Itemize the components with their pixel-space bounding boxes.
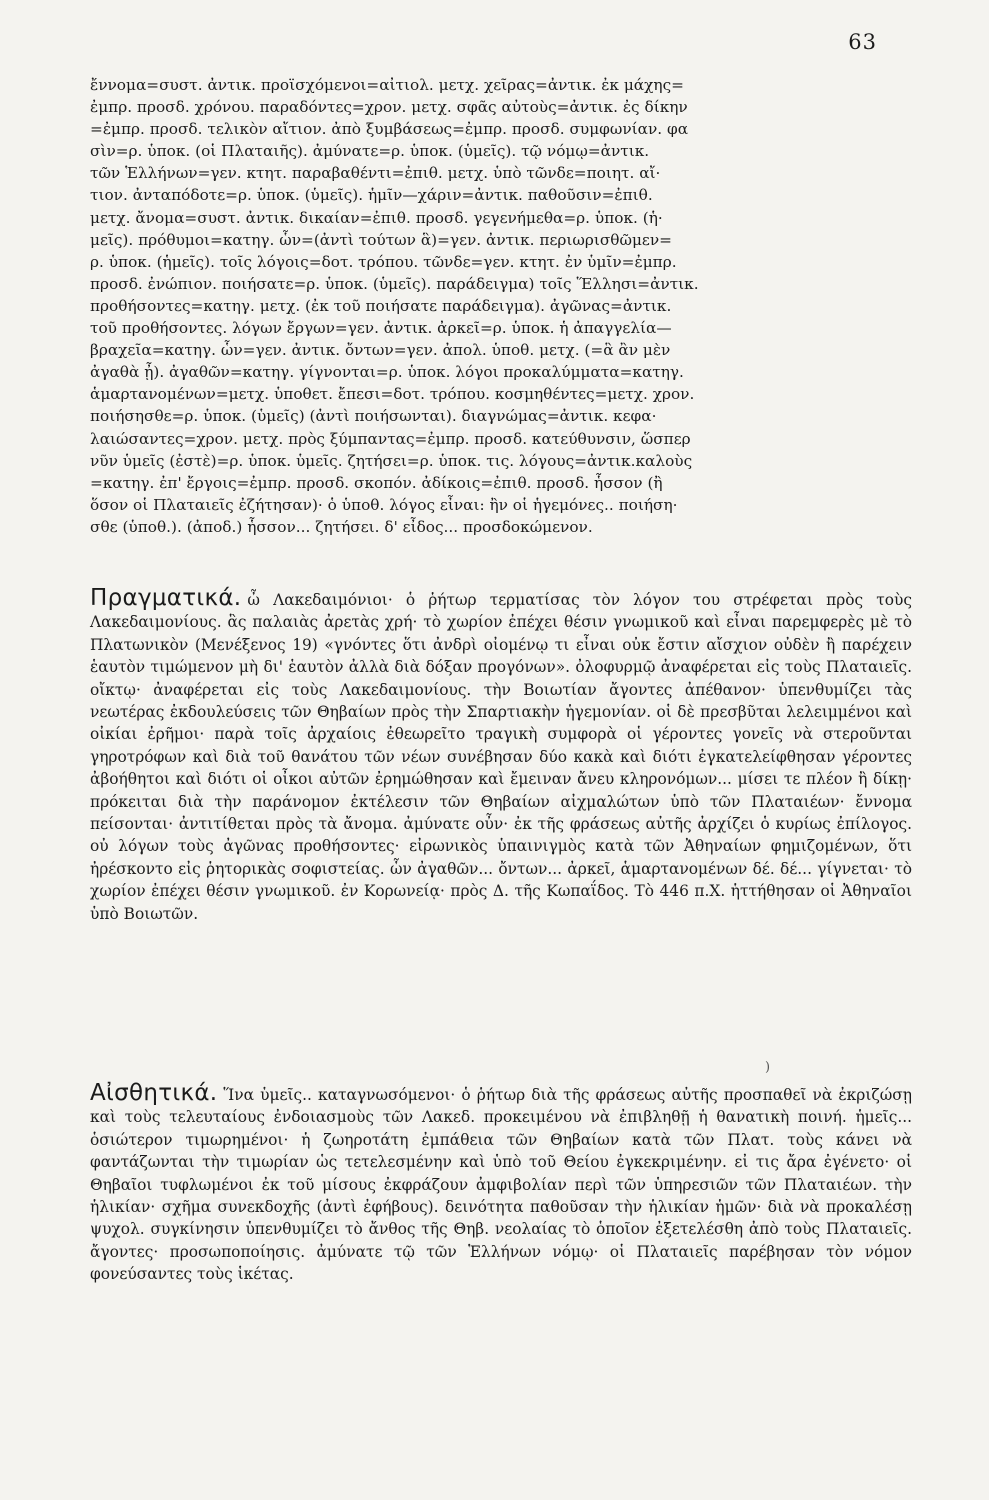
section-paragraph [90,587,912,925]
section-text: Ἵνα ὑμεῖς.. καταγνωσόμενοι· ὁ ῥήτωρ διὰ τῆς φράσεως αὐτῆς προσπαθεῖ νὰ ἐκριζώσῃ καὶ τοὺς τελευταίους ἐνδοιασμοὺς τῶν Λακεδ. προκειμένου νὰ ἐπιβληθῇ ἡ θανατικὴ ποινή. ἡμεῖς... ὁσιώτερον τιμωρημένοι· ἡ ζωηροτάτη ἐμπάθεια τῶν Θηβαίων κατὰ τῶν Πλατ. τοὺς κάνει νὰ φαντάζωνται τὴν τιμωρίαν ὡς τετελεσμένην καὶ ὑπὸ τοῦ Θείου ἐγκεκριμένην. εἰ τις ἄρα ἐγένετο· οἱ Θηβαῖοι τυφλωμένοι ἐκ τοῦ μίσους ἐκφράζουν ἀμφιβολίαν περὶ τῶν ὑπηρεσιῶν τῶν Πλαταιέων. τὴν ἡλικίαν· σχῆμα συνεκδοχῆς (ἀντὶ ἐφήβους). δεινότητα παθοῦσαν τὴν ἡλικίαν ἡμῶν· διὰ νὰ προκαλέσῃ ψυχολ. συγκίνησιν ὑπενθυμίζει τὸ ἄνθος τῆς Θηβ. νεολαίας τὸ ὁποῖον ἐξετελέσθη ἀπὸ τοὺς Πλαταιεῖς. ἄγοντες· προσωποποίησις. ἀμύνατε τῷ τῶν Ἑλλήνων νόμῳ· οἱ Πλαταιεῖς παρέβησαν τὸν νόμον φονεύσαντες τοὺς ἱκέτας. [90,1086,912,1284]
notes-line: σὶν=ρ. ὑποκ. (οἱ Πλαταιῆς). ἀμύνατε=ρ. ὑποκ. (ὑμεῖς). τῷ νόμῳ=ἀντικ. [90,142,650,161]
notes-line: προσδ. ἐνώπιον. ποιήσατε=ρ. ὑποκ. (ὑμεῖς). παράδειγμα) τοῖς Ἕλλησι=ἀντικ. [90,274,699,293]
section-heading: Πραγματικά. [90,585,242,611]
stray-mark: ) [765,1060,771,1075]
grammar-notes [90,74,912,538]
notes-line: ἔννομα=συστ. ἀντικ. προϊσχόμενοι=αἰτιολ. μετχ. χεῖρας=ἀντικ. ἐκ μάχης= [90,76,684,94]
notes-line: =ἐμπρ. προσδ. τελικὸν αἴτιον. ἀπὸ ξυμβάσεως=ἐμπρ. προσδ. συμφωνίαν. φα [90,120,689,139]
notes-line: μετχ. ἄνομα=συστ. ἀντικ. δικαίαν=ἐπιθ. προσδ. γεγενήμεθα=ρ. ὑποκ. (ἡ· [90,208,663,227]
notes-line: νῦν ὑμεῖς (ἐστὲ)=ρ. ὑποκ. ὑμεῖς. ζητήσει=ρ. ὑποκ. τις. λόγους=ἀντικ.καλοὺς [90,451,693,470]
notes-line: ρ. ὑποκ. (ἡμεῖς). τοῖς λόγοις=δοτ. τρόπου. τῶνδε=γεν. κτητ. ἐν ὑμῖν=ἐμπρ. [90,252,677,271]
section-paragraph [90,1082,912,1286]
notes-line: λαιώσαντες=χρον. μετχ. πρὸς ξύμπαντας=ἐμπρ. προσδ. κατεύθυνσιν, ὥσπερ [90,429,691,448]
notes-line: προθήσοντες=κατηγ. μετχ. (ἐκ τοῦ ποιήσατε παράδειγμα). ἀγῶνας=ἀντικ. [90,296,672,315]
section-pragmatika [90,587,912,925]
notes-line: ὅσον οἱ Πλαταιεῖς ἐζήτησαν)· ὁ ὑποθ. λόγος εἶναι: ἢν οἱ ἡγεμόνες.. ποιήση· [90,495,678,514]
notes-line: ἀγαθὰ ᾖ). ἀγαθῶν=κατηγ. γίγνονται=ρ. ὑποκ. λόγοι προκαλύμματα=κατηγ. [90,363,684,382]
section-heading: Αἰσθητικά. [90,1080,218,1106]
notes-line: τοῦ προθήσοντες. λόγων ἔργων=γεν. ἀντικ. ἀρκεῖ=ρ. ὑποκ. ἡ ἀπαγγελία— [90,319,672,338]
notes-line: σθε (ὑποθ.). (ἀποδ.) ἧσσον... ζητήσει. δ' εἶδος... προσδοκώμενον. [90,517,593,536]
notes-line: βραχεῖα=κατηγ. ὧν=γεν. ἀντικ. ὄντων=γεν. ἀπολ. ὑποθ. μετχ. (=ἃ ἂν μὲν [90,341,671,360]
section-aisthetika [90,1082,912,1286]
notes-line: τιον. ἀνταπόδοτε=ρ. ὑποκ. (ὑμεῖς). ἡμῖν—χάριν=ἀντικ. παθοῦσιν=ἐπιθ. [90,186,653,205]
page-number: 63 [848,30,877,54]
notes-line: μεῖς). πρόθυμοι=κατηγ. ὧν=(ἀντὶ τούτων ἃ)=γεν. ἀντικ. περιωρισθῶμεν= [90,230,672,249]
notes-line: τῶν Ἑλλήνων=γεν. κτητ. παραβαθέντι=ἐπιθ. μετχ. ὑπὸ τῶνδε=ποιητ. αἴ· [90,164,661,183]
notes-line: ἐμπρ. προσδ. χρόνου. παραδόντες=χρον. μετχ. σφᾶς αὐτοὺς=ἀντικ. ἐς δίκην [90,98,688,117]
notes-line: ἁμαρτανομένων=μετχ. ὑποθετ. ἔπεσι=δοτ. τρόπου. κοσμηθέντες=μετχ. χρον. [90,385,695,404]
notes-line: ποιήσησθε=ρ. ὑποκ. (ὑμεῖς) (ἀντὶ ποιήσωνται). διαγνώμας=ἀντικ. κεφα· [90,407,657,426]
section-text: ὦ Λακεδαιμόνιοι· ὁ ῥήτωρ τερματίσας τὸν λόγον του στρέφεται πρὸς τοὺς Λακεδαιμονίους. ἃς παλαιὰς ἀρετὰς χρή· τὸ χωρίον ἐπέχει θέσιν γνωμικοῦ καὶ εἶναι παρεμφερὲς μὲ τὸ Πλατωνικὸν (Μενέξενος 19) «γνόντες ὅτι ἀνδρὶ οἰομένῳ τι εἶναι οὐκ ἔστιν αἴσχιον οὐδὲν ἢ παρέχειν ἑαυτὸν τιμώμενον μὴ δι' ἑαυτὸν ἀλλὰ διὰ δόξαν προγόνων». ὀλοφυρμῷ ἀναφέρεται εἰς τοὺς Πλαταιεῖς. οἴκτῳ· ἀναφέρεται εἰς τοὺς Λακεδαιμονίους. τὴν Βοιωτίαν ἄγοντες ἀπέθανον· ὑπενθυμίζει τὰς νεωτέρας ἐκδουλεύσεις τῶν Θηβαίων πρὸς τὴν Σπαρτιακὴν ἡγεμονίαν. οἱ δὲ πρεσβῦται λελειμμένοι καὶ οἰκίαι ἐρῆμοι· παρὰ τοῖς ἀρχαίοις ἐθεωρεῖτο τραγικὴ συμφορὰ οἱ γέροντες γονεῖς νὰ στεροῦνται γηροτρόφων καὶ διὰ τοῦ θανάτου τῶν νέων συνέβησαν δύο κακὰ καὶ διότι ἐγκατελείφθησαν γέροντες ἀβοήθητοι καὶ διότι οἱ οἶκοι αὐτῶν ἐρημώθησαν καὶ ἔμειναν ἄνευ κληρονόμων... μίσει τε πλέον ἢ δίκῃ· πρόκειται διὰ τὴν παράνομον ἐκτέλεσιν τῶν Θηβαίων αἰχμαλώτων ὑπὸ τῶν Πλαταιέων· ἔννομα πείσονται· ἀντιτίθεται πρὸς τὰ ἄνομα. ἀμύνατε οὖν· ἐκ τῆς φράσεως αὐτῆς ἀρχίζει ὁ κυρίως ἐπίλογος. οὐ λόγων τοὺς ἀγῶνας προθήσοντες· εἰρωνικὸς ὑπαινιγμὸς κατὰ τῶν Ἀθηναίων φημιζομένων, ὅτι ἠρέσκοντο εἰς ῥητορικὰς σοφιστείας. ὧν ἀγαθῶν... ὄντων... ἀρκεῖ, ἁμαρτανομένων δέ. δέ... γίγνεται· τὸ χωρίον ἐπέχει θέσιν γνωμικοῦ. ἐν Κορωνείᾳ· πρὸς Δ. τῆς Κωπαΐδος. Τὸ 446 π.Χ. ἡττήθησαν οἱ Ἀθηναῖοι ὑπὸ Βοιωτῶν. [90,591,912,923]
notes-line: =κατηγ. ἐπ' ἔργοις=ἐμπρ. προσδ. σκοπόν. ἀδίκοις=ἐπιθ. προσδ. ἧσσον (ἢ [90,473,663,492]
